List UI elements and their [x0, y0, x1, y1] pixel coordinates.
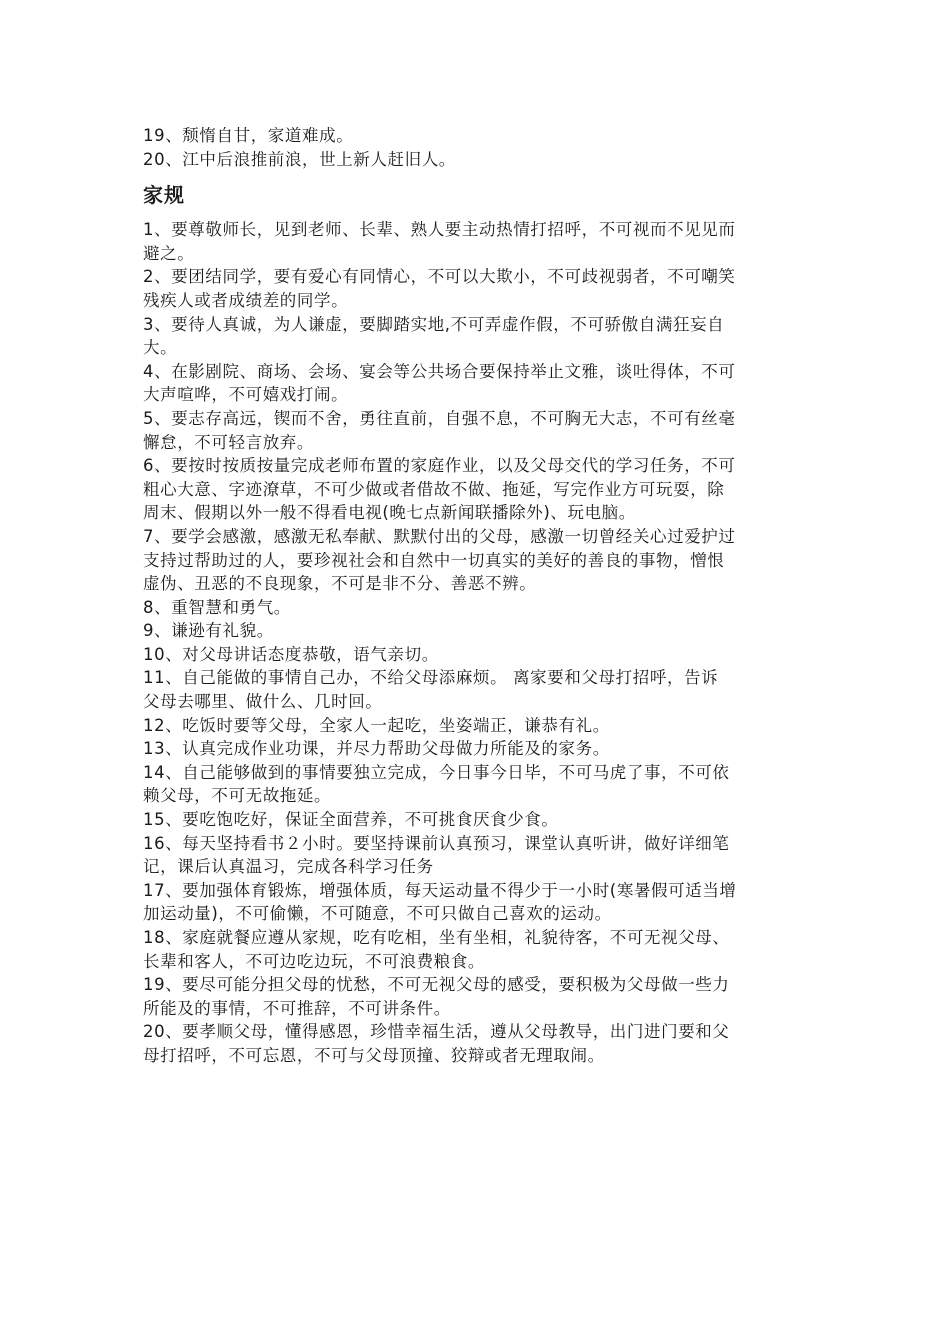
rule-line: 7、要学会感激，感激无私奉献、默默付出的父母，感激一切曾经关心过爱护过: [143, 526, 736, 546]
rule-item: [143, 218, 813, 265]
rule-line: 记，课后认真温习，完成各科学习任务: [143, 857, 434, 877]
rule-line: 18、家庭就餐应遵从家规，吃有吃相，坐有坐相，礼貌待客，不可无视父母、: [143, 928, 730, 947]
rule-item: [143, 407, 813, 454]
rule-item: [143, 879, 813, 926]
rule-line: 避之。: [143, 243, 195, 263]
rule-line: 加运动量)，不可偷懒，不可随意，不可只做自己喜欢的运动。: [143, 904, 612, 924]
rule-item: [143, 313, 813, 360]
rule-line: 长辈和客人，不可边吃边玩，不可浪费粮食。: [143, 951, 485, 971]
rule-item: [143, 265, 813, 312]
rule-line: 懈怠，不可轻言放弃。: [143, 432, 314, 452]
rule-line: 赖父母，不可无故拖延。: [143, 786, 332, 806]
rule-item: [143, 525, 813, 596]
rule-item: [143, 666, 813, 713]
rule-line: 14、自己能够做到的事情要独立完成，今日事今日毕，不可马虎了事，不可依: [143, 762, 730, 782]
rule-item: [143, 454, 813, 525]
rule-line: 残疾人或者成绩差的同学。: [143, 290, 349, 310]
rule-line: 所能及的事情，不可推辞，不可讲条件。: [143, 998, 451, 1018]
rule-line: 16、每天坚持看书２小时。要坚持课前认真预习，课堂认真听讲，做好详细笔: [143, 833, 730, 853]
rule-item: [143, 737, 813, 761]
rule-line: 13、认真完成作业功课，并尽力帮助父母做力所能及的家务。: [143, 739, 610, 759]
rule-line: 5、要志存高远，锲而不舍，勇往直前，自强不息，不可胸无大志，不可有丝毫: [143, 408, 736, 428]
list-item: 19、颓惰自甘，家道难成。: [143, 126, 354, 145]
rule-line: 虚伪、丑恶的不良现象，不可是非不分、善恶不辨。: [143, 574, 537, 594]
rule-line: 17、要加强体育锻炼，增强体质，每天运动量不得少于一小时(寒暑假可适当增: [143, 880, 737, 900]
rule-line: 粗心大意、字迹潦草，不可少做或者借故不做、拖延，写完作业方可玩耍，除: [143, 479, 725, 499]
rule-item: [143, 619, 813, 643]
rule-line: 11、自己能做的事情自己办，不给父母添麻烦。 离家要和父母打招呼，告诉: [143, 668, 719, 688]
rule-line: 20、要孝顺父母，懂得感恩，珍惜幸福生活，遵从父母教导，出门进门要和父: [143, 1022, 730, 1042]
rule-item: [143, 596, 813, 620]
document-page: [143, 124, 813, 1068]
rule-line: 支持过帮助过的人，要珍视社会和自然中一切真实的美好的善良的事物，憎恨: [143, 550, 725, 570]
rules-list: [143, 218, 813, 1067]
rule-item: [143, 1020, 813, 1067]
rule-line: 10、对父母讲话态度恭敬，语气亲切。: [143, 644, 439, 664]
top-items: [143, 124, 813, 171]
rule-item: [143, 643, 813, 667]
rule-item: [143, 761, 813, 808]
rule-line: 周末、假期以外一般不得看电视(晚七点新闻联播除外)、玩电脑。: [143, 503, 636, 523]
rule-item: [143, 926, 813, 973]
rule-line: 大声喧哗，不可嬉戏打闹。: [143, 385, 349, 405]
list-item: 20、江中后浪推前浪，世上新人赶旧人。: [143, 149, 456, 169]
rule-line: 6、要按时按质按量完成老师布置的家庭作业，以及父母交代的学习任务，不可: [143, 456, 736, 476]
rule-line: 12、吃饭时要等父母，全家人一起吃，坐姿端正，谦恭有礼。: [143, 715, 610, 735]
rule-line: 3、要待人真诚，为人谦虚，要脚踏实地,不可弄虚作假，不可骄傲自满狂妄自: [143, 314, 725, 334]
section-heading: 家规: [143, 183, 185, 208]
rule-line: 15、要吃饱吃好，保证全面营养，不可挑食厌食少食。: [143, 810, 559, 830]
rule-line: 大。: [143, 338, 178, 358]
rule-line: 1、要尊敬师长，见到老师、长辈、熟人要主动热情打招呼，不可视而不见见而: [143, 220, 736, 240]
rule-line: 9、谦逊有礼貌。: [143, 621, 274, 641]
rule-item: [143, 360, 813, 407]
rule-item: [143, 832, 813, 879]
rule-line: 父母去哪里、做什么、几时回。: [143, 692, 383, 712]
rule-line: 19、要尽可能分担父母的忧愁，不可无视父母的感受，要积极为父母做一些力: [143, 975, 730, 995]
rule-line: 8、重智慧和勇气。: [143, 597, 291, 617]
rule-item: [143, 714, 813, 738]
rule-item: [143, 973, 813, 1020]
rule-item: [143, 808, 813, 832]
rule-line: 2、要团结同学，要有爱心有同情心，不可以大欺小，不可歧视弱者，不可嘲笑: [143, 267, 736, 287]
rule-line: 4、在影剧院、商场、会场、宴会等公共场合要保持举止文雅，谈吐得体，不可: [143, 361, 736, 381]
rule-line: 母打招呼，不可忘恩，不可与父母顶撞、狡辩或者无理取闹。: [143, 1045, 605, 1065]
